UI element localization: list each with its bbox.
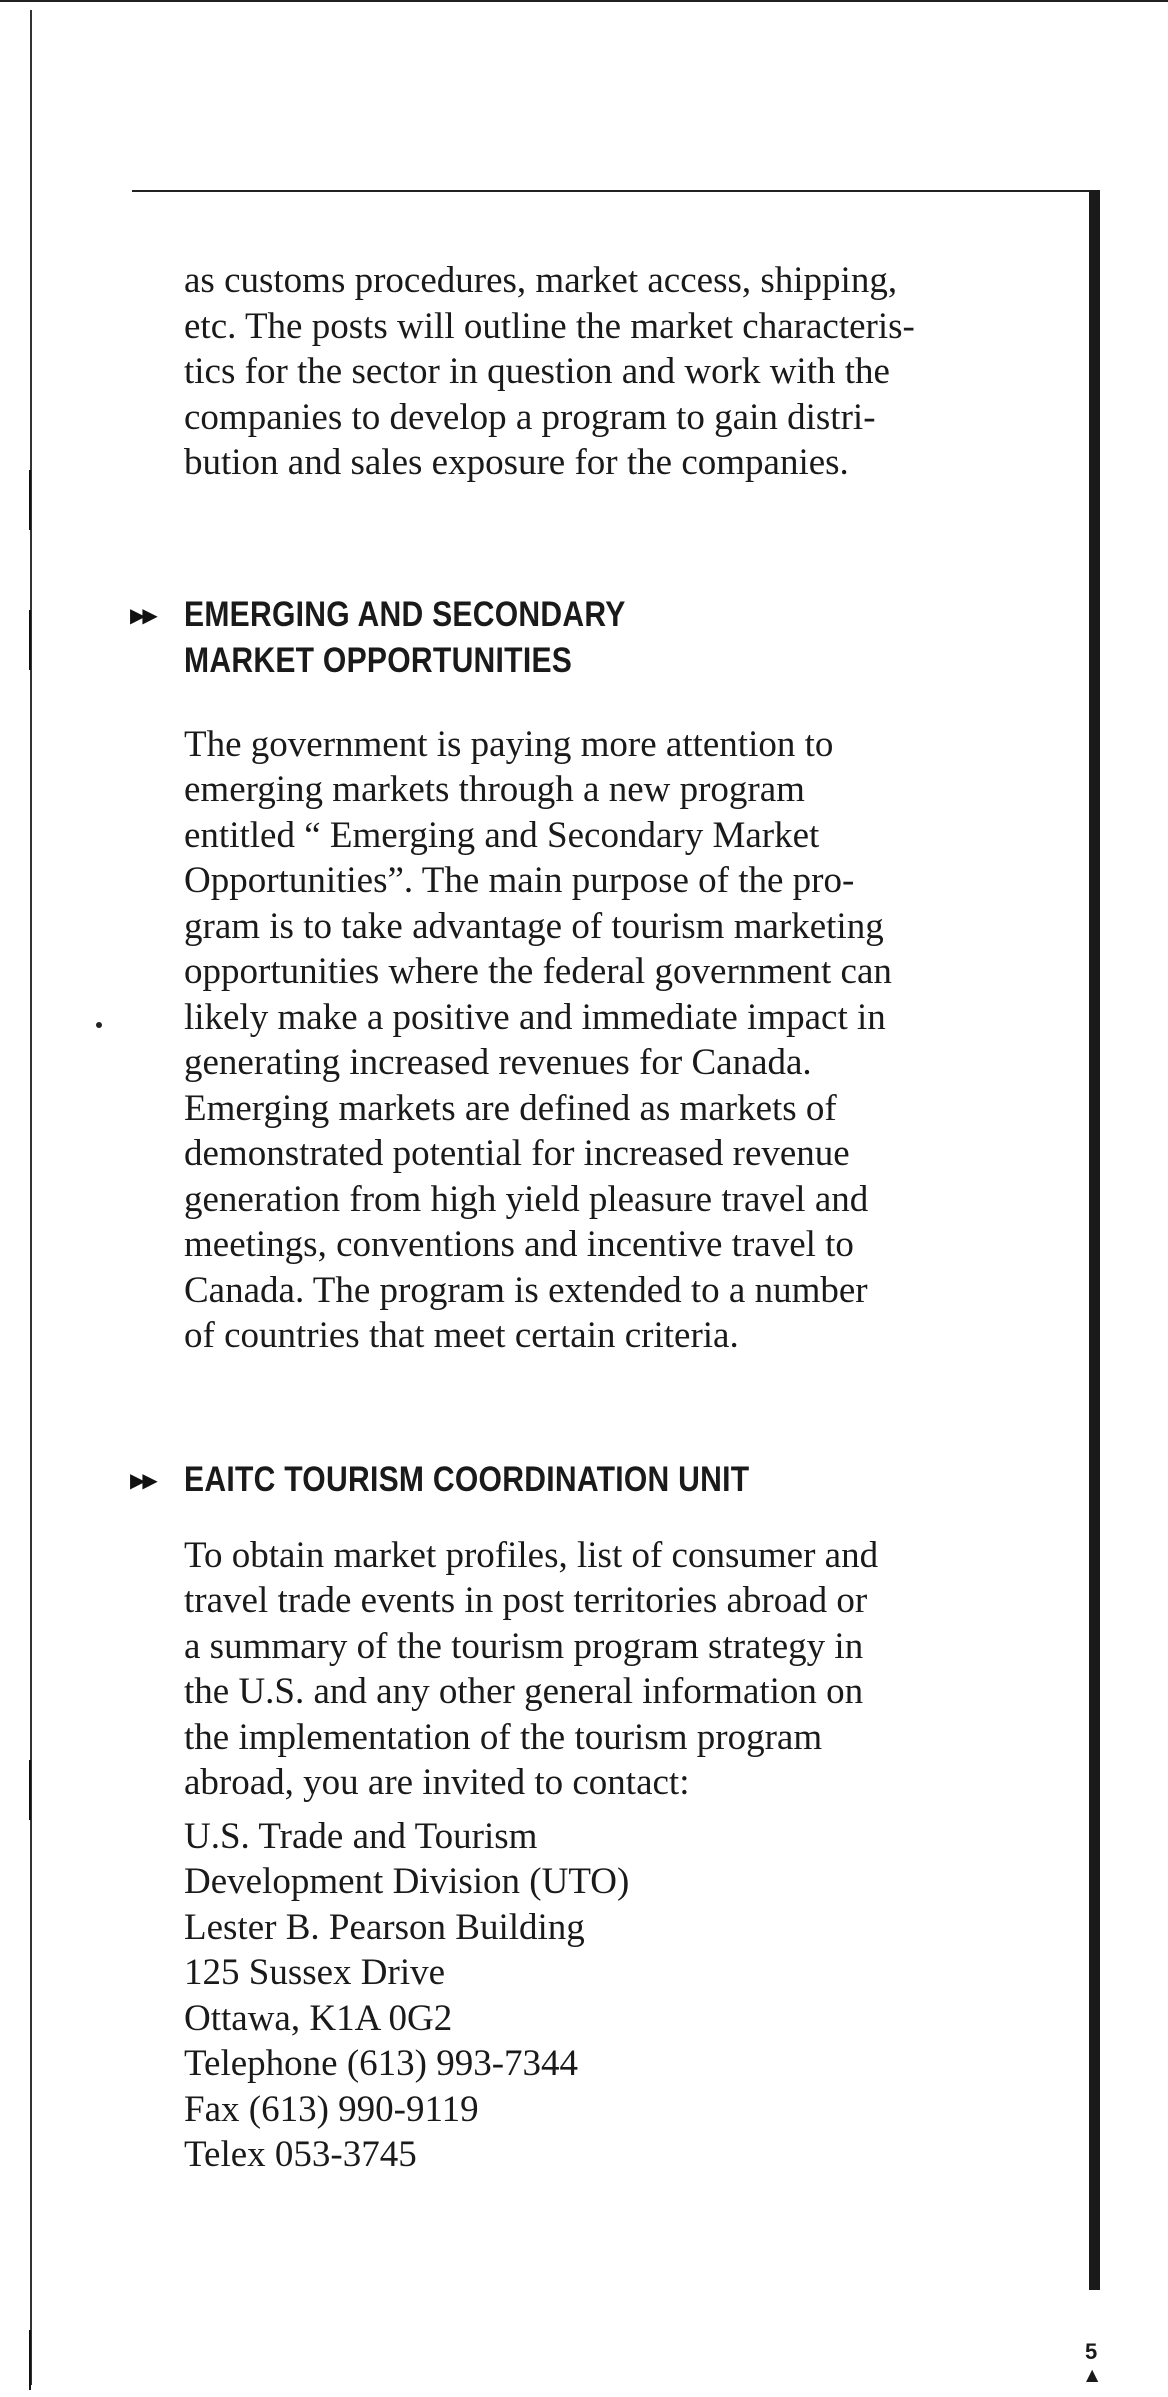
- text-line: bution and sales exposure for the companies.: [184, 442, 849, 483]
- intro-paragraph: [184, 258, 1064, 486]
- double-triangle-right-icon: ▶▶: [130, 602, 155, 627]
- text-line: of countries that meet certain criteria.: [184, 1315, 739, 1356]
- page-number: 5: [1085, 2339, 1098, 2364]
- text-line: as customs procedures, market access, shipping,: [184, 260, 898, 301]
- scan-top-border: [0, 0, 1168, 2]
- section-body: [184, 1533, 1064, 1806]
- telex-line: Telex 053-3745: [184, 2134, 417, 2175]
- section-heading: [130, 1457, 1064, 1503]
- section-body: [184, 722, 1064, 1359]
- address-line: Ottawa, K1A 0G2: [184, 1997, 453, 2039]
- content-frame-top-rule: [132, 190, 1097, 192]
- text-line: demonstrated potential for increased revenue: [184, 1133, 850, 1174]
- page-content: [130, 258, 1064, 2178]
- fax-line: Fax (613) 990-9119: [184, 2088, 479, 2130]
- text-line: generation from high yield pleasure travel and: [184, 1178, 869, 1220]
- address-line: Lester B. Pearson Building: [184, 1906, 585, 1948]
- address-line: U.S. Trade and Tourism: [184, 1815, 538, 1857]
- text-line: Emerging markets are defined as markets of: [184, 1087, 837, 1129]
- telephone-line: Telephone (613) 993-7344: [184, 2043, 579, 2084]
- text-line: Canada. The program is extended to a number: [184, 1269, 868, 1311]
- text-line: To obtain market profiles, list of consumer and: [184, 1534, 879, 1576]
- content-frame-right-bar: [1089, 190, 1100, 2290]
- scan-binding-mark: [29, 610, 31, 670]
- address-line: Development Division (UTO): [184, 1861, 630, 1902]
- address-line: 125 Sussex Drive: [184, 1952, 446, 1993]
- text-line: entitled “ Emerging and Secondary Market: [184, 814, 820, 856]
- text-line: travel trade events in post territories abroad or: [184, 1580, 868, 1621]
- text-line: etc. The posts will outline the market characteris-: [184, 305, 915, 347]
- text-line: abroad, you are invited to contact:: [184, 1762, 690, 1803]
- heading-line: EAITC TOURISM COORDINATION UNIT: [184, 1459, 750, 1499]
- section-tourism-coordination-unit: [130, 1457, 1064, 2178]
- text-line: opportunities where the federal government can: [184, 951, 892, 992]
- text-line: Opportunities”. The main purpose of the pro-: [184, 860, 855, 901]
- section-emerging-markets: [130, 592, 1064, 1359]
- text-line: The government is paying more attention to: [184, 723, 834, 765]
- section-heading: [130, 592, 1064, 684]
- text-line: a summary of the tourism program strategy in: [184, 1625, 864, 1667]
- triangle-up-icon: ▲: [1086, 2365, 1099, 2384]
- scan-binding-mark: [29, 2330, 31, 2390]
- contact-address: [184, 1814, 1064, 2178]
- text-line: tics for the sector in question and work with the: [184, 351, 890, 392]
- scan-binding-line: [30, 10, 32, 2385]
- text-line: the U.S. and any other general information on: [184, 1671, 864, 1712]
- text-line: emerging markets through a new program: [184, 769, 805, 810]
- heading-line: EMERGING AND SECONDARY: [184, 594, 626, 634]
- scan-binding-mark: [29, 1760, 31, 1820]
- text-line: the implementation of the tourism program: [184, 1716, 823, 1758]
- text-line: likely make a positive and immediate impact in: [184, 996, 886, 1038]
- scan-binding-mark: [29, 470, 31, 530]
- text-line: companies to develop a program to gain distri-: [184, 396, 876, 438]
- double-triangle-right-icon: ▶▶: [130, 1467, 155, 1492]
- scan-speck: [96, 1022, 102, 1028]
- text-line: gram is to take advantage of tourism marketing: [184, 905, 884, 947]
- heading-line: MARKET OPPORTUNITIES: [184, 640, 573, 680]
- text-line: generating increased revenues for Canada.: [184, 1042, 812, 1083]
- text-line: meetings, conventions and incentive travel to: [184, 1224, 854, 1265]
